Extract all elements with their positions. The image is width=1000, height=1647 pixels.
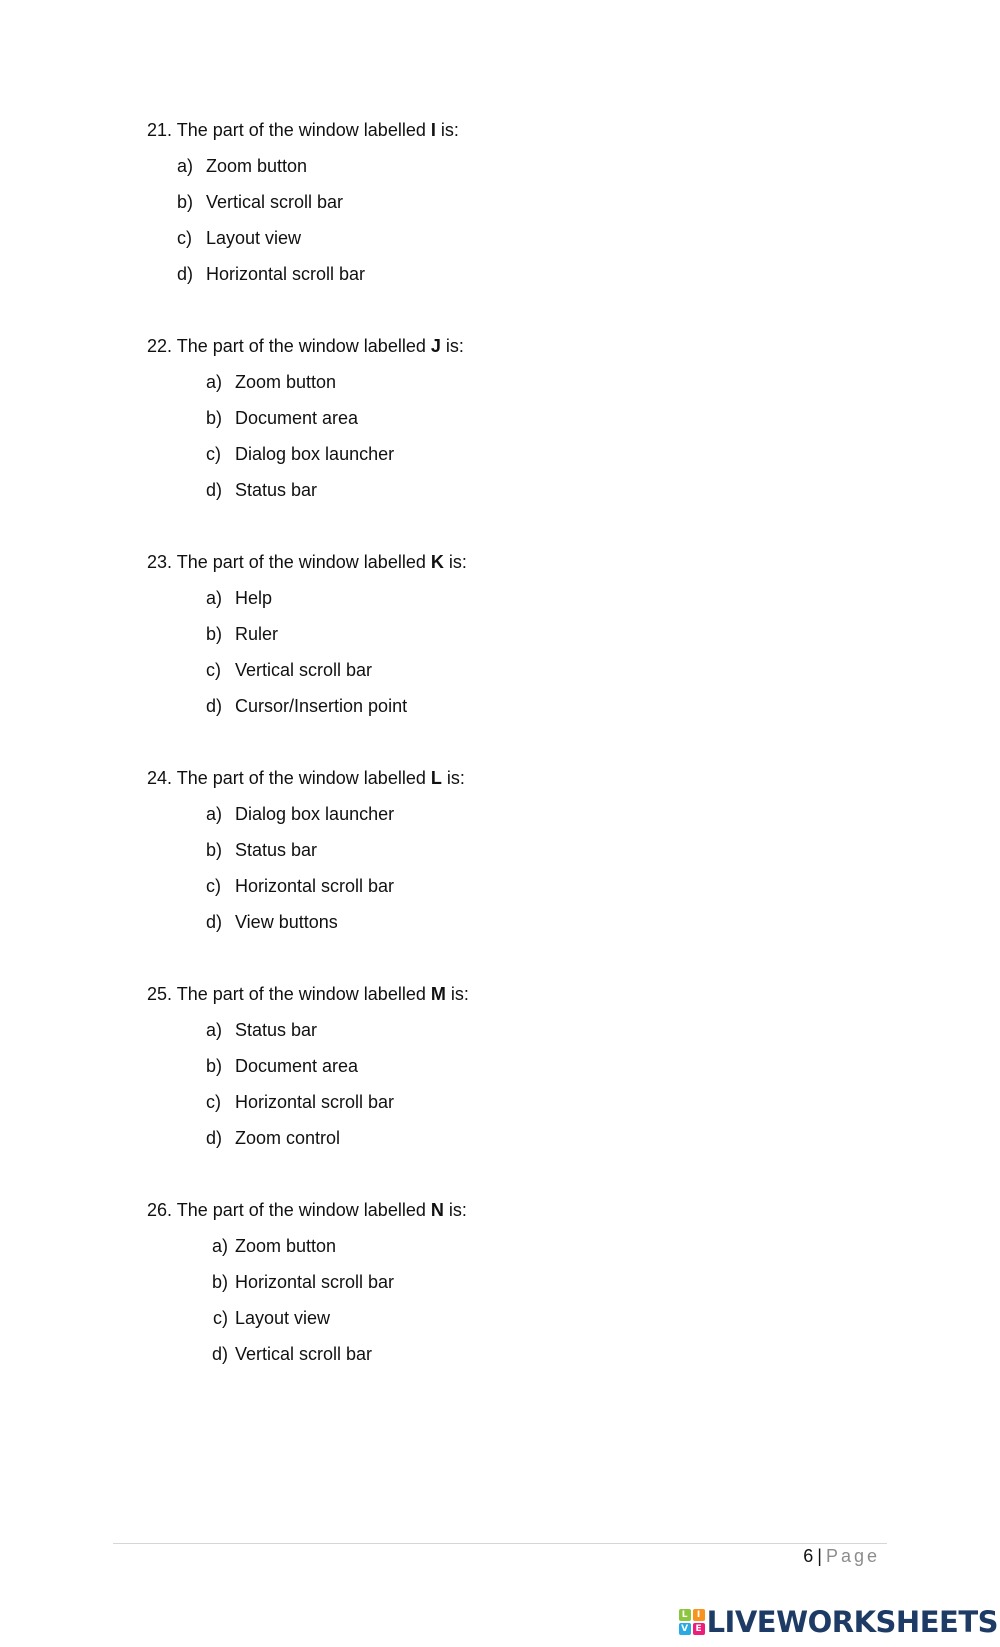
- option-a[interactable]: a) Status bar: [206, 1020, 318, 1040]
- option-c[interactable]: c) Layout view: [213, 1308, 331, 1328]
- liveworksheets-brand[interactable]: [679, 1604, 998, 1640]
- question-24-options: [206, 802, 394, 946]
- question-23: [147, 550, 467, 574]
- option-b[interactable]: b) Document area: [206, 408, 359, 428]
- question-text: 24. The part of the window labelled L is:: [147, 768, 465, 788]
- option-b[interactable]: b) Ruler: [206, 624, 279, 644]
- option-b[interactable]: b) Horizontal scroll bar: [211, 1272, 395, 1292]
- option-c[interactable]: c) Layout view: [177, 228, 302, 248]
- footer-divider: [113, 1543, 887, 1544]
- part-label: K: [430, 552, 444, 572]
- question-22: [147, 334, 464, 358]
- question-25: [147, 982, 469, 1006]
- page-number: [803, 1544, 880, 1568]
- logo-tile: V: [679, 1623, 691, 1635]
- part-label: J: [430, 336, 441, 356]
- option-a[interactable]: a) Zoom button: [206, 372, 337, 392]
- question-21-options: [177, 154, 365, 298]
- page-word: Page: [825, 1546, 880, 1566]
- logo-tile: E: [693, 1623, 705, 1635]
- brand-name: LIVEWORKSHEETS: [706, 1605, 998, 1639]
- part-label: L: [430, 768, 442, 788]
- question-text: 22. The part of the window labelled J is:: [147, 336, 464, 356]
- option-c[interactable]: c) Horizontal scroll bar: [206, 1092, 395, 1112]
- part-label: N: [430, 1200, 444, 1220]
- option-d[interactable]: d) Status bar: [206, 480, 318, 500]
- part-label: I: [430, 120, 436, 140]
- option-c[interactable]: c) Vertical scroll bar: [206, 660, 373, 680]
- option-d[interactable]: d) View buttons: [206, 912, 338, 932]
- question-23-options: [206, 586, 407, 730]
- question-26-options: [206, 1234, 394, 1378]
- option-d[interactable]: d) Cursor/Insertion point: [206, 696, 408, 716]
- part-label: M: [430, 984, 446, 1004]
- question-24: [147, 766, 465, 790]
- question-22-options: [206, 370, 394, 514]
- option-a[interactable]: a) Help: [206, 588, 273, 608]
- liveworksheets-logo-icon: [679, 1609, 705, 1635]
- page-number-value: 6: [803, 1546, 814, 1566]
- option-b[interactable]: b) Vertical scroll bar: [177, 192, 344, 212]
- question-25-options: [206, 1018, 394, 1162]
- option-d[interactable]: d) Horizontal scroll bar: [177, 264, 366, 284]
- question-text: 26. The part of the window labelled N is:: [147, 1200, 467, 1220]
- logo-tile: L: [679, 1609, 691, 1621]
- option-d[interactable]: d) Vertical scroll bar: [211, 1344, 373, 1364]
- logo-tile: I: [693, 1609, 705, 1621]
- question-text: 23. The part of the window labelled K is:: [147, 552, 467, 572]
- option-c[interactable]: c) Dialog box launcher: [206, 444, 395, 464]
- page-number-separator: |: [817, 1546, 822, 1566]
- option-c[interactable]: c) Horizontal scroll bar: [206, 876, 395, 896]
- question-text: 25. The part of the window labelled M is:: [147, 984, 469, 1004]
- option-a[interactable]: a) Dialog box launcher: [206, 804, 395, 824]
- question-21: [147, 118, 459, 142]
- question-text: 21. The part of the window labelled I is:: [147, 120, 459, 140]
- question-26: [147, 1198, 467, 1222]
- option-b[interactable]: b) Status bar: [206, 840, 318, 860]
- option-a[interactable]: a) Zoom button: [177, 156, 308, 176]
- option-b[interactable]: b) Document area: [206, 1056, 359, 1076]
- option-a[interactable]: a) Zoom button: [211, 1236, 337, 1256]
- option-d[interactable]: d) Zoom control: [206, 1128, 341, 1148]
